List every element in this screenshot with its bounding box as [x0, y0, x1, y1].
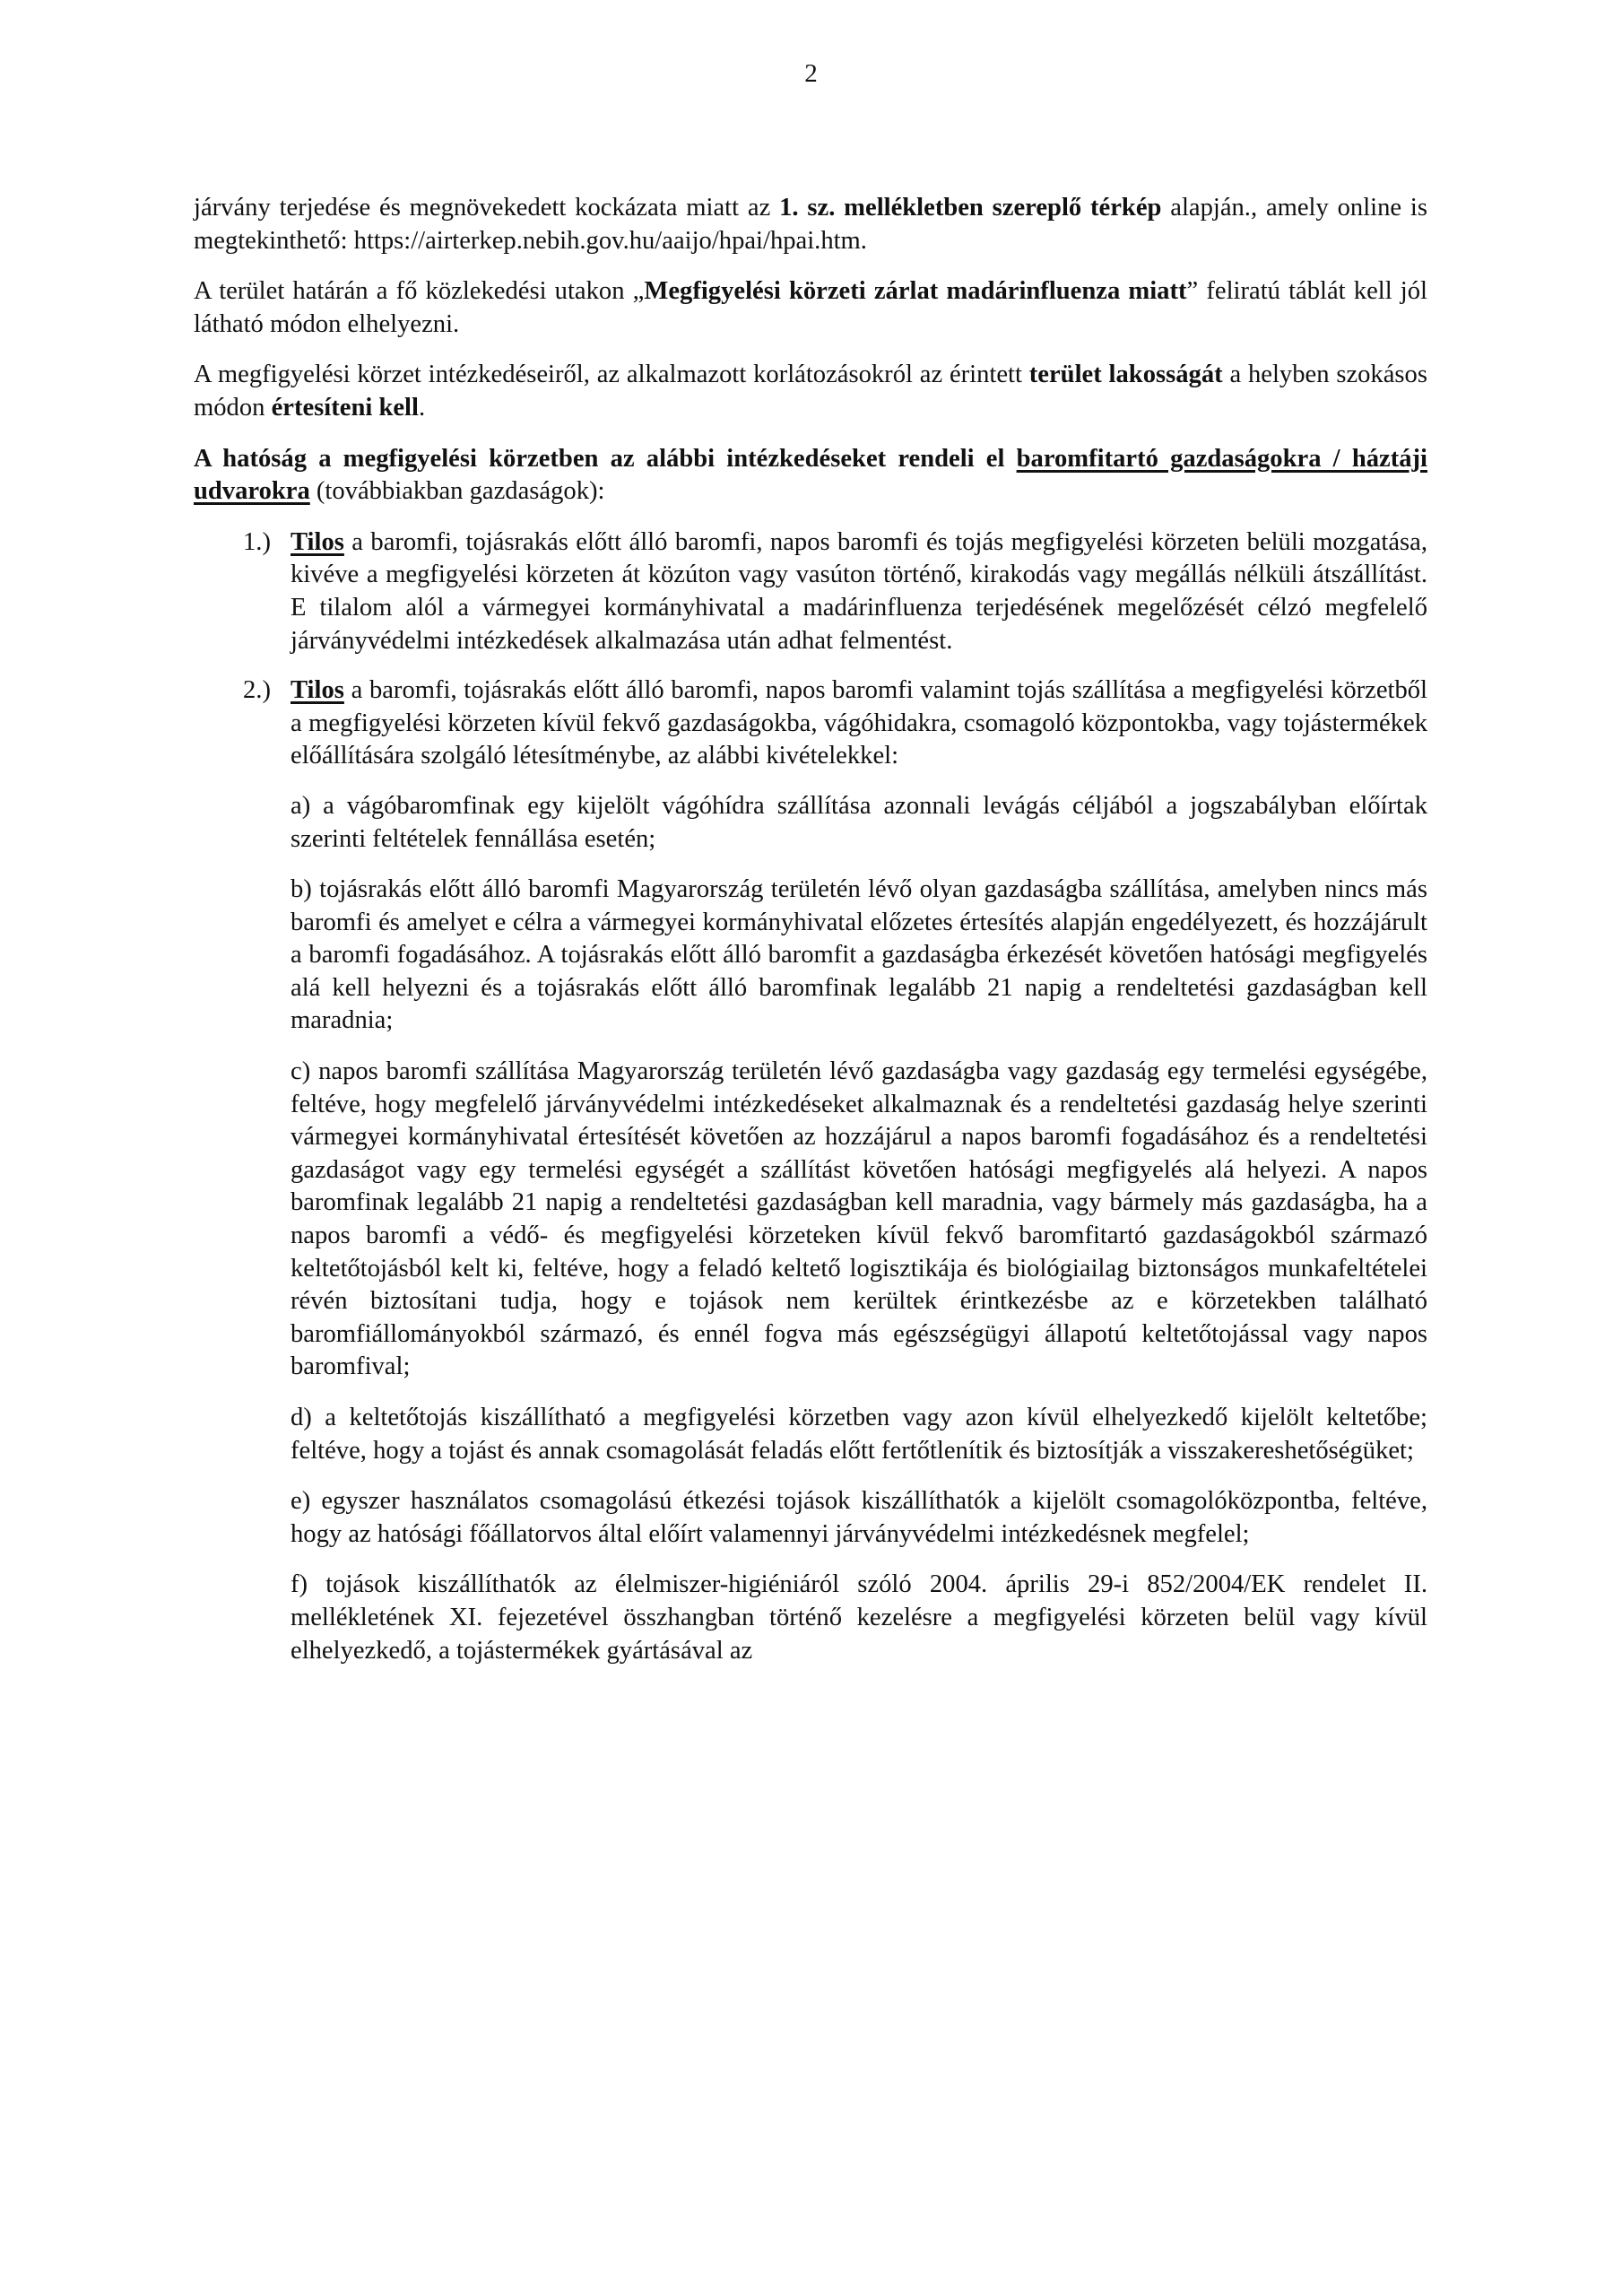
bold-text: terület lakosságát [1028, 361, 1223, 389]
exception-b: b) tojásrakás előtt álló baromfi Magyarország területén lévő olyan gazdaságba szállítása, amelyben nincs más baromfi és amelyet e célra a vármegyei kormányhivatal előzetes értesítés alapján engedélyezett, és hozzájárult a baromfi fogadásához. A tojásrakás előtt álló baromfit a gazdaságba érkezését követően hatósági megfigyelés alá kell helyezni és a tojásrakás előtt álló baromfinak legalább 21 napig a rendeltetési gazdaságban kell maradnia; [291, 875, 1427, 1035]
paragraph-signage [194, 275, 1427, 341]
text: ” feliratú táblát kell jól látható módon elhelyezni. [194, 277, 1427, 338]
exception-c: c) napos baromfi szállítása Magyarország területén lévő gazdaságba vagy gazdaság egy termelési egységébe, feltéve, hogy megfelelő járványvédelmi intézkedéseket alkalmaznak és a rendeltetési gazdaság helye szerinti vármegyei kormányhivatal értesítését követően az hozzájárul a napos baromfi fogadásához és a rendeltetési gazdaságot vagy egy termelési egységét a szállítást követően hatósági megfigyelés alá helyezi. A napos baromfinak legalább 21 napig a rendeltetési gazdaságban kell maradnia, vagy bármely más gazdaságba, ha a napos baromfi a védő- és megfigyelési körzeteken kívül fekvő baromfitartó gazdaságokból származó keltetőtojásból kelt ki, feltéve, hogy a feladó keltető logisztikája és biológiailag biztonságos munkafeltételei révén biztosítani tudja, hogy e tojások nem kerültek érintkezésbe az e körzetekben található baromfiállományokból származó, és ennél fogva más egészségügyi állapotú keltetőtojással vagy napos baromfival; [291, 1057, 1427, 1381]
list-text: a baromfi, tojásrakás előtt álló baromfi, napos baromfi és tojás megfigyelési körzeten belüli mozgatása, kivéve a megfigyelési körzeten át közúton vagy vasúton történő, kirakodás vagy megállás nélküli átszállítást. E tilalom alól a vármegyei kormányhivatal a madárinfluenza terjedésének megelőzését célzó megfelelő járványvédelmi intézkedések alkalmazása után adhat felmentést. [291, 527, 1427, 655]
list-item-2 [194, 674, 1427, 773]
text: a helyben szokásos módon [194, 361, 1427, 422]
text-with-url: alapján., amely online is megtekinthető: https://airterkep.nebih.gov.hu/aaijo/hpai/hpai.htm. [194, 194, 1428, 255]
exception-a: a) a vágóbaromfinak egy kijelölt vágóhídra szállítása azonnali levágás céljából a jogszabályban előírtak szerinti feltételek fennállása esetén; [291, 791, 1427, 853]
exception-e: e) egyszer használatos csomagolású étkezési tojások kiszállíthatók a kijelölt csomagolóközpontba, feltéve, hogy az hatósági főállatorvos által előírt valamennyi járványvédelmi intézkedésnek megfelel; [291, 1487, 1427, 1548]
exception-d: d) a keltetőtojás kiszállítható a megfigyelési körzetben vagy azon kívül elhelyezkedő kijelölt keltetőbe; feltéve, hogy a tojást és annak csomagolását feladás előtt fertőtlenítik és biztosítják a visszakereshetőségüket; [291, 1404, 1427, 1465]
page-number: 2 [804, 59, 818, 88]
list-number: 1.) [243, 527, 271, 556]
paragraph-notification [194, 359, 1427, 424]
text: (továbbiakban gazdaságok): [309, 477, 605, 506]
keyword-tilos: Tilos [291, 676, 344, 705]
keyword-tilos: Tilos [291, 527, 344, 556]
bold-text: Megfigyelési körzeti zárlat madárinfluenza miatt [644, 277, 1187, 306]
paragraph-map-reference [194, 192, 1427, 257]
document-body [194, 192, 1427, 1685]
paragraph-measures-intro [194, 443, 1427, 509]
text: . [418, 393, 426, 422]
list-text: a baromfi, tojásrakás előtt álló baromfi, napos baromfi valamint tojás szállítása a megfigyelési körzetből a megfigyelési körzeten kívül fekvő gazdaságokba, vágóhidakra, csomagoló központokba, vagy tojástermékek előállítására szolgáló létesítménybe, az alábbi kivételekkel: [291, 676, 1427, 770]
text: A terület határán a fő közlekedési utakon „ [194, 277, 645, 306]
bold-text: 1. sz. mellékletben szereplő térkép [779, 194, 1162, 222]
bold-text: értesíteni kell [271, 393, 419, 422]
bold-underlined-text: baromfitartó gazdaságokra / háztáji udvarokra [194, 444, 1427, 506]
list-item-1 [194, 526, 1427, 657]
bold-text: A hatóság a megfigyelési körzetben az alábbi intézkedéseket rendeli el [194, 444, 1017, 473]
list-number: 2.) [243, 676, 271, 705]
exception-f: f) tojások kiszállíthatók az élelmiszer-higiéniáról szóló 2004. április 29-i 852/2004/EK rendelet II. mellékletének XI. fejezetével összhangban történő kezelésre a megfigyelési körzeten belül vagy kívül elhelyezkedő, a tojástermékek gyártásával az [291, 1570, 1427, 1665]
text: A megfigyelési körzet intézkedéseiről, az alkalmazott korlátozásokról az érintett [194, 361, 1029, 389]
text: járvány terjedése és megnövekedett kockázata miatt az [194, 194, 780, 222]
